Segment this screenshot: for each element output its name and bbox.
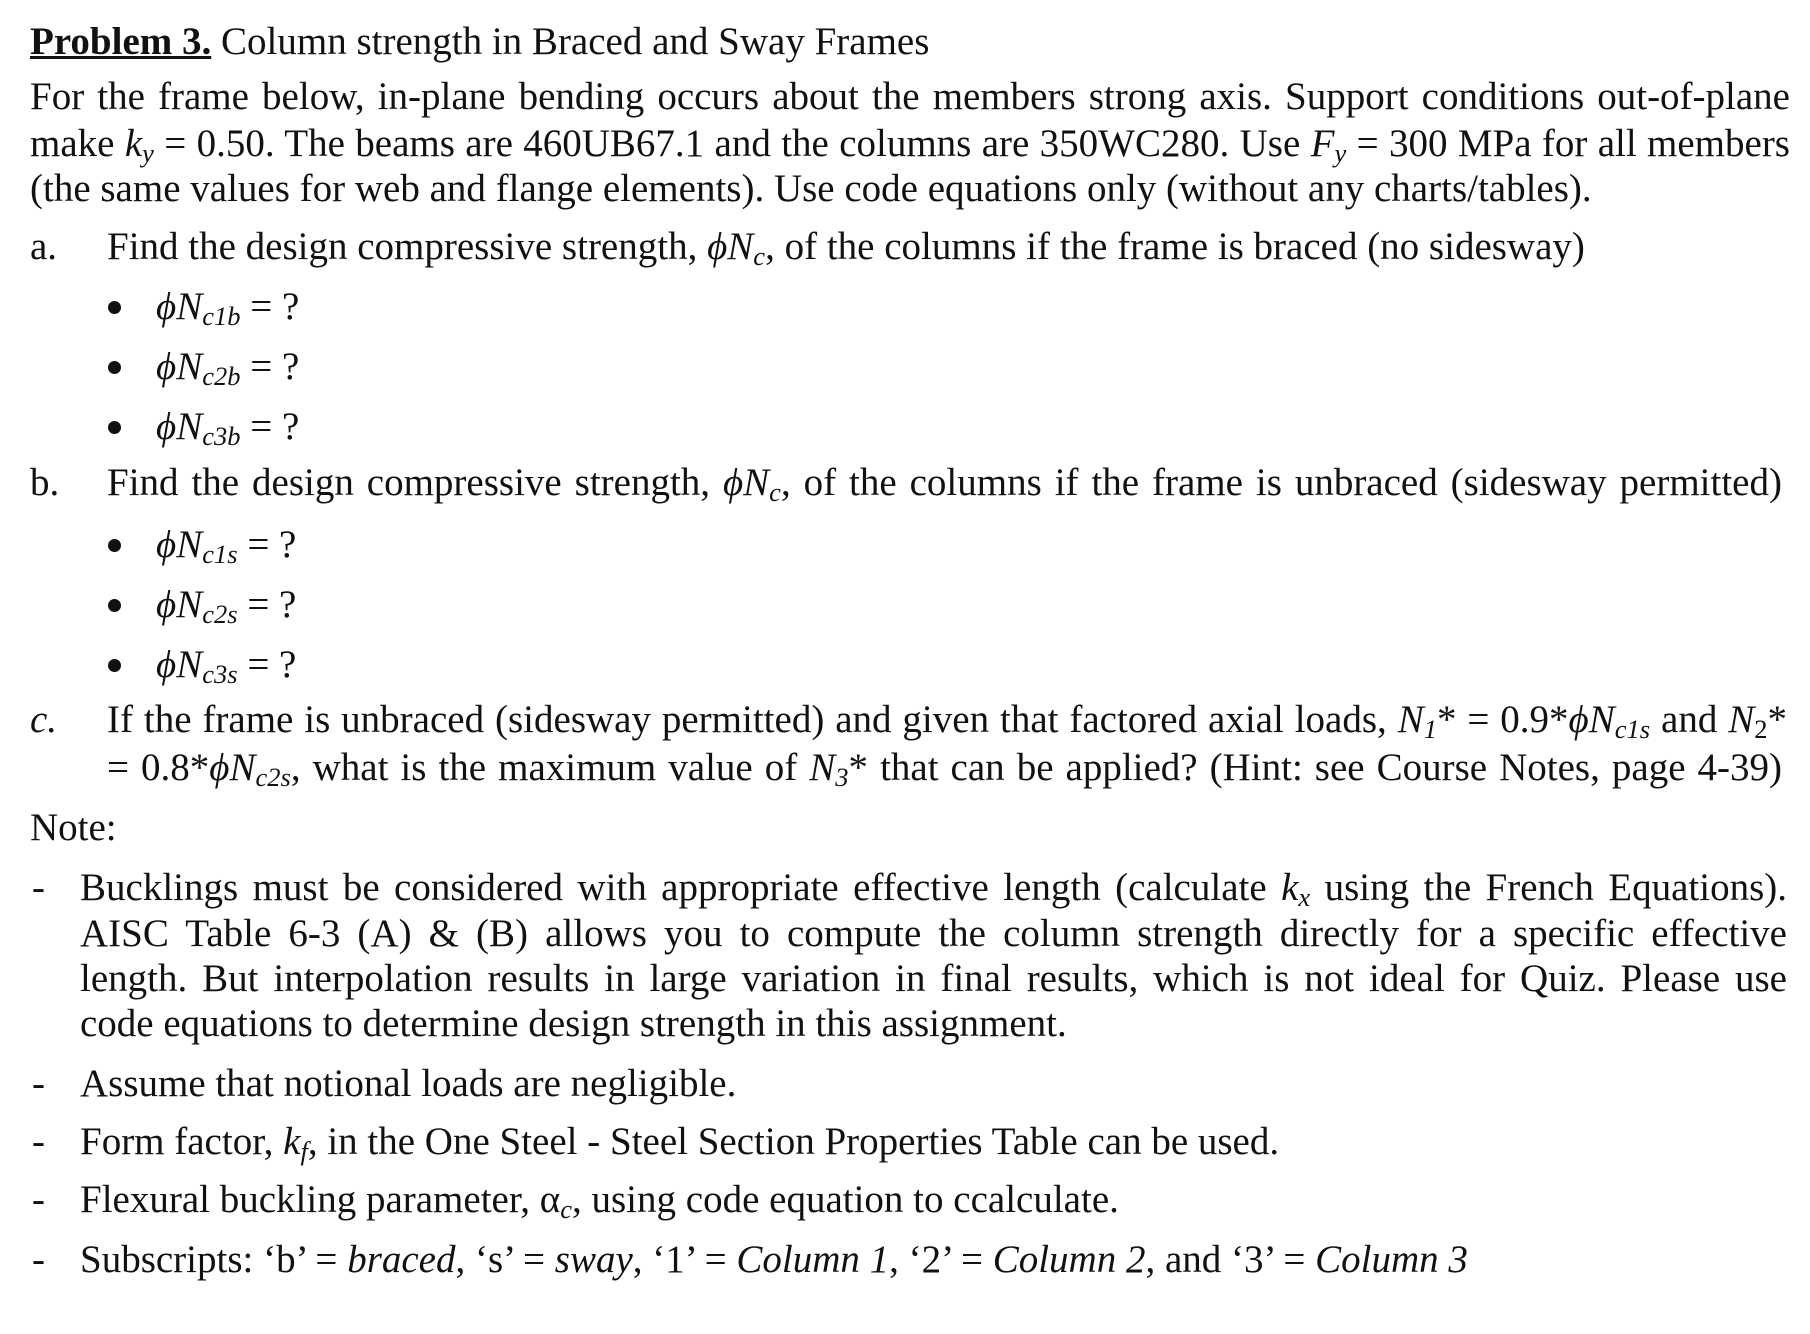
note-3: Form factor, $k_f$, in the One Steel - Steel Section Properties Table can be used. (80, 1120, 1280, 1166)
problem-title (30, 22, 929, 61)
note-dash: - (32, 1120, 45, 1163)
bullet-icon (108, 421, 121, 434)
note-dash: - (32, 866, 45, 909)
note-5: Subscripts: ‘b’ = braced, ‘s’ = sway, ‘1’ = Column 1, ‘2’ = Column 2, and ‘3’ = Column 3 (80, 1238, 1468, 1281)
note-heading: Note: (30, 806, 117, 849)
note-dash: - (32, 1238, 45, 1281)
note-dash: - (32, 1178, 45, 1221)
part-c-line-1: If the frame is unbraced (sidesway permitted) and given that factored axial loads, $N_1* = 0.9*\phi N_{c1s}$ and $N_2*$ (107, 698, 1788, 744)
answer-phiNc2s: $\phi N_{c2s}$ = ? (156, 583, 297, 629)
part-c-marker: c. (30, 698, 58, 741)
note-dash: - (32, 1062, 45, 1105)
note-4: Flexural buckling parameter, $\alpha_c$, using code equation to ccalculate. (80, 1178, 1119, 1224)
bullet-icon (108, 301, 121, 314)
note-2: Assume that notional loads are negligible. (80, 1062, 737, 1105)
note-1-line-2: AISC Table 6-3 (A) & (B) allows you to compute the column strength directly for a specific effective (80, 912, 1787, 955)
bullet-icon (108, 599, 121, 612)
problem-title-text: Column strength in Braced and Sway Frames (221, 20, 930, 63)
note-1-line-3: length. But interpolation results in large variation in final results, which is not ideal for Quiz. Please use (80, 957, 1787, 1000)
intro-line-3: (the same values for web and flange elements). Use code equations only (without any charts/tables). (30, 167, 1592, 210)
bullet-icon (108, 659, 121, 672)
intro-line-1: For the frame below, in-plane bending occurs about the members strong axis. Support conditions out-of-plane (30, 75, 1790, 118)
part-a-marker: a. (30, 225, 58, 268)
bullet-icon (108, 361, 121, 374)
part-b-question: Find the design compressive strength, $\phi N_c$, of the columns if the frame is unbraced (sidesway permitted) (107, 461, 1782, 507)
problem-label: Problem 3. (30, 20, 212, 63)
bullet-icon (108, 539, 121, 552)
answer-phiNc1s: $\phi N_{c1s}$ = ? (156, 523, 297, 569)
answer-phiNc3s: $\phi N_{c3s}$ = ? (156, 643, 297, 689)
note-1-line-4: code equations to determine design strength in this assignment. (80, 1002, 1067, 1045)
intro-line-2: make $k_y = 0.50$. The beams are 460UB67.1 and the columns are 350WC280. Use $F_y = 300$ MPa for all members (30, 122, 1790, 168)
answer-phiNc3b: $\phi N_{c3b}$ = ? (156, 405, 300, 451)
answer-phiNc1b: $\phi N_{c1b}$ = ? (156, 285, 300, 331)
note-1-line-1: Bucklings must be considered with appropriate effective length (calculate $k_x$ using the French Equations). (80, 866, 1787, 912)
part-a-question: Find the design compressive strength, $\phi N_c$, of the columns if the frame is braced (no sidesway) (107, 225, 1585, 271)
part-c-line-2: = $0.8*\phi N_{c2s}$, what is the maximum value of $N_3*$ that can be applied? (Hint: see Course Notes, page 4-39) (107, 746, 1782, 792)
answer-phiNc2b: $\phi N_{c2b}$ = ? (156, 345, 300, 391)
part-b-marker: b. (30, 461, 60, 504)
